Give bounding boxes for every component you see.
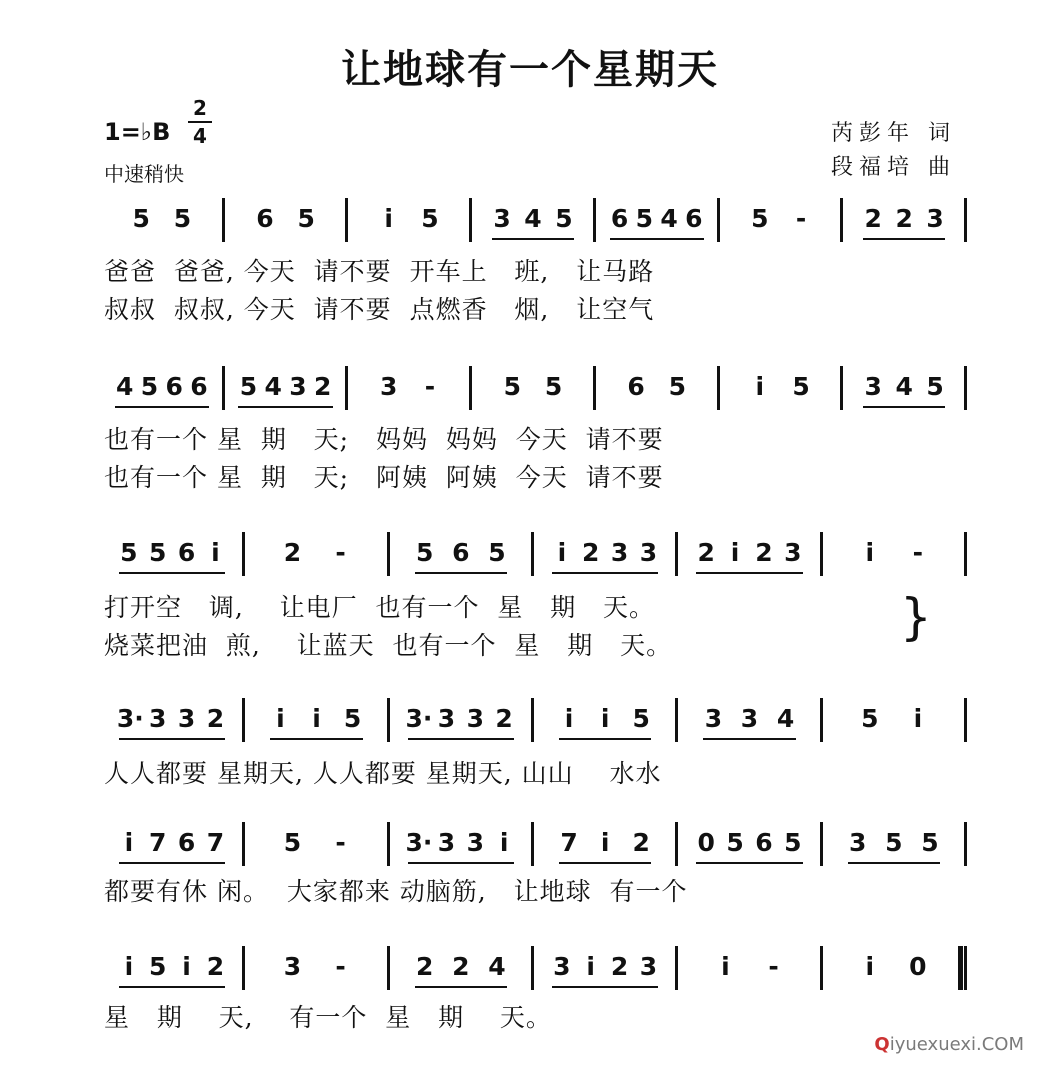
barline: [964, 366, 967, 410]
time-signature-bar: [188, 121, 212, 123]
note: 4: [895, 372, 913, 401]
note: i: [913, 704, 923, 733]
barline: [964, 198, 967, 242]
staff-5: [100, 828, 966, 868]
note: 5: [792, 372, 810, 401]
note: 3: [149, 704, 167, 733]
note: 5: [149, 952, 167, 981]
barline: [531, 532, 534, 576]
note: i: [312, 704, 321, 733]
barline: [840, 198, 843, 242]
lyric-line-4: 也有一个 星 期 天; 阿姨 阿姨 今天 请不要: [104, 463, 664, 492]
note: 5: [635, 204, 654, 233]
time-signature-bottom: 4: [193, 124, 207, 148]
note: i: [721, 952, 730, 981]
key-signature: 1=♭B: [104, 118, 171, 146]
note: 5: [421, 204, 439, 233]
lyric-line-3: 也有一个 星 期 天; 妈妈 妈妈 今天 请不要: [104, 425, 664, 454]
lyric-line-2: 叔叔 叔叔, 今天 请不要 点燃香 烟, 让空气: [104, 295, 655, 324]
note: 5: [297, 204, 315, 233]
note: -: [768, 952, 779, 981]
barline: [593, 198, 596, 242]
note: 2: [895, 204, 913, 233]
note: i: [600, 704, 610, 733]
lyricist-credit: 芮彭年 词: [831, 121, 956, 146]
lyric-line-7: 人人都要 星期天, 人人都要 星期天, 山山 水水: [104, 759, 662, 788]
note: 3: [379, 372, 398, 401]
barline: [531, 946, 534, 990]
barline: [840, 366, 843, 410]
note: 3: [437, 828, 456, 857]
note: 6: [610, 204, 629, 233]
note: 3: [784, 538, 802, 567]
note: 6: [627, 372, 645, 401]
barline: [242, 946, 245, 990]
barline: [717, 366, 720, 410]
note: 2: [697, 538, 715, 567]
lyric-line-9: 星 期 天, 有一个 星 期 天。: [104, 1003, 552, 1032]
barline: [675, 532, 678, 576]
note: i: [384, 204, 393, 233]
barline: [820, 822, 823, 866]
note: 3: [466, 828, 484, 857]
note: 3·: [405, 704, 433, 733]
staff-1: [100, 204, 966, 244]
lyric-line-5: 打开空 调, 让电厂 也有一个 星 期 天。: [104, 593, 656, 622]
beam-line: [863, 238, 945, 240]
barline: [345, 198, 348, 242]
note: 3·: [405, 828, 433, 857]
barline: [242, 822, 245, 866]
note: 3: [466, 704, 484, 733]
note: 2: [755, 538, 773, 567]
note: 5: [120, 538, 138, 567]
beam-line: [408, 738, 515, 740]
note: 3: [639, 952, 658, 981]
note: 5: [921, 828, 939, 857]
note: 3: [610, 538, 629, 567]
site-watermark: [874, 1034, 1024, 1055]
note: 2: [610, 952, 629, 981]
note: 5: [283, 828, 302, 857]
beam-line: [115, 406, 209, 408]
note: 3: [864, 372, 882, 401]
note: 5: [488, 538, 506, 567]
note: 2: [495, 704, 513, 733]
note: 5: [668, 372, 687, 401]
note: 4: [660, 204, 678, 233]
beam-line: [559, 738, 651, 740]
note: 3: [740, 704, 759, 733]
note: 6: [256, 204, 274, 233]
note: i: [182, 952, 191, 981]
beam-line: [848, 862, 940, 864]
note: 4: [776, 704, 795, 733]
note: i: [211, 538, 220, 567]
note: 2: [632, 828, 650, 857]
beam-line: [492, 238, 574, 240]
note: 3: [849, 828, 867, 857]
note: 6: [165, 372, 183, 401]
note: 2: [283, 538, 302, 567]
note: 3: [639, 538, 658, 567]
lyric-line-1: 爸爸 爸爸, 今天 请不要 开车上 班, 让马路: [104, 257, 655, 286]
note: 5: [140, 372, 159, 401]
barline: [531, 822, 534, 866]
note: -: [795, 204, 807, 233]
note: 4: [488, 952, 506, 981]
barline: [964, 698, 967, 742]
barline: [820, 698, 823, 742]
note: 4: [524, 204, 542, 233]
note: 6: [685, 204, 703, 233]
time-signature-top: 2: [193, 96, 207, 120]
note: 2: [452, 952, 470, 981]
beam-line: [703, 738, 795, 740]
beam-line: [863, 406, 945, 408]
note: i: [564, 704, 574, 733]
barline: [717, 198, 720, 242]
beam-line: [610, 238, 704, 240]
note: -: [335, 538, 346, 567]
note: 2: [206, 952, 225, 981]
beam-line: [238, 406, 332, 408]
watermark-text: iyuexuexi.COM: [889, 1034, 1024, 1055]
barline: [675, 946, 678, 990]
tempo-marking: 中速稍快: [104, 162, 184, 186]
note: i: [124, 952, 134, 981]
staff-2: [100, 372, 966, 412]
note: 2: [206, 704, 225, 733]
note: 3: [493, 204, 511, 233]
barline: [222, 198, 225, 242]
note: 3: [177, 704, 196, 733]
note: 7: [149, 828, 167, 857]
repeat-brace: }: [900, 588, 932, 646]
note: 3·: [116, 704, 144, 733]
barline: [387, 698, 390, 742]
barline: [964, 532, 967, 576]
note: i: [730, 538, 740, 567]
note: 3: [289, 372, 307, 401]
note: 5: [926, 372, 944, 401]
note: 5: [416, 538, 434, 567]
note: 5: [555, 204, 573, 233]
beam-line: [119, 862, 226, 864]
note: 6: [755, 828, 773, 857]
lyric-line-6: 烧菜把油 煎, 让蓝天 也有一个 星 期 天。: [104, 631, 673, 660]
note: 3: [283, 952, 302, 981]
beam-line: [552, 572, 659, 574]
barline: [345, 366, 348, 410]
barline: [387, 822, 390, 866]
note: 6: [177, 828, 196, 857]
note: 5: [751, 204, 769, 233]
note: i: [600, 828, 610, 857]
beam-line: [415, 986, 507, 988]
beam-line: [415, 572, 507, 574]
lyric-line-8: 都要有休 闲。 大家都来 动脑筋, 让地球 有一个: [104, 877, 688, 906]
note: 5: [149, 538, 167, 567]
beam-line: [119, 986, 226, 988]
barline: [820, 532, 823, 576]
note: 5: [343, 704, 362, 733]
beam-line: [270, 738, 362, 740]
beam-line: [119, 572, 226, 574]
final-barline: [958, 946, 963, 990]
barline: [964, 946, 967, 990]
note: 4: [116, 372, 134, 401]
note: 5: [784, 828, 802, 857]
note: -: [335, 828, 346, 857]
note: 0: [697, 828, 715, 857]
beam-line: [696, 862, 803, 864]
note: 6: [177, 538, 196, 567]
note: -: [424, 372, 436, 401]
barline: [242, 698, 245, 742]
note: 5: [632, 704, 650, 733]
note: 5: [726, 828, 744, 857]
note: 2: [416, 952, 434, 981]
note: 5: [544, 372, 563, 401]
note: 4: [264, 372, 282, 401]
beam-line: [408, 862, 515, 864]
note: i: [865, 538, 875, 567]
note: i: [586, 952, 595, 981]
barline: [387, 946, 390, 990]
note: 0: [909, 952, 927, 981]
note: i: [865, 952, 875, 981]
barline: [242, 532, 245, 576]
note: 5: [132, 204, 150, 233]
note: i: [276, 704, 285, 733]
note: 6: [452, 538, 470, 567]
staff-3: [100, 538, 966, 578]
note: 3: [926, 204, 944, 233]
beam-line: [552, 986, 659, 988]
note: -: [335, 952, 346, 981]
note: 3: [437, 704, 456, 733]
barline: [469, 198, 472, 242]
note: i: [557, 538, 567, 567]
time-signature: [188, 98, 212, 146]
note: 7: [560, 828, 578, 857]
barline: [964, 822, 967, 866]
note: 3: [553, 952, 571, 981]
note: 3: [704, 704, 723, 733]
staff-6: [100, 952, 966, 992]
note: 5: [885, 828, 903, 857]
composer-credit: 段福培 曲: [831, 155, 956, 180]
beam-line: [559, 862, 651, 864]
note: 2: [582, 538, 600, 567]
beam-line: [696, 572, 803, 574]
barline: [222, 366, 225, 410]
barline: [531, 698, 534, 742]
barline: [675, 822, 678, 866]
beam-line: [119, 738, 226, 740]
note: -: [912, 538, 924, 567]
note: 5: [861, 704, 879, 733]
staff-4: [100, 704, 966, 744]
note: i: [499, 828, 509, 857]
barline: [469, 366, 472, 410]
song-title: 让地球有一个星期天: [341, 46, 719, 93]
note: 6: [190, 372, 208, 401]
note: 5: [173, 204, 192, 233]
barline: [820, 946, 823, 990]
watermark-q: Q: [874, 1034, 890, 1055]
note: i: [124, 828, 134, 857]
barline: [593, 366, 596, 410]
note: 7: [206, 828, 225, 857]
note: 2: [864, 204, 882, 233]
barline: [675, 698, 678, 742]
note: 5: [239, 372, 258, 401]
note: 5: [503, 372, 522, 401]
note: i: [755, 372, 765, 401]
note: 2: [313, 372, 332, 401]
barline: [387, 532, 390, 576]
